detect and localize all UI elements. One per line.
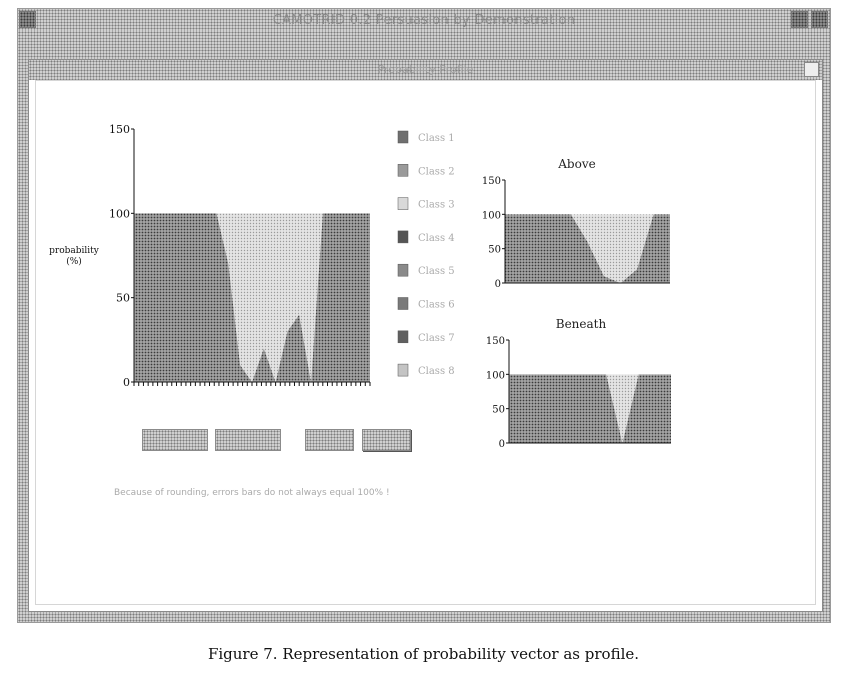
legend-swatch-3 xyxy=(398,198,408,210)
y-tick-label: 100 xyxy=(485,370,505,382)
legend-label-4: Class 4 xyxy=(418,232,455,244)
legend-swatch-6 xyxy=(398,298,408,310)
legend-swatch-8 xyxy=(398,364,408,376)
y-tick-label: 100 xyxy=(109,207,130,221)
beneath-profile-chart xyxy=(486,336,671,450)
y-tick-label: 0 xyxy=(494,279,501,290)
legend-label-3: Class 3 xyxy=(418,199,455,211)
profile-button-4[interactable] xyxy=(362,429,411,451)
beneath-chart-title: Beneath xyxy=(555,317,607,331)
subwindow-title: Probability Profile xyxy=(377,63,474,76)
legend-label-2: Class 2 xyxy=(418,166,455,178)
y-axis-unit: (%) xyxy=(66,257,82,267)
legend-label-8: Class 8 xyxy=(418,366,455,378)
y-tick-label: 100 xyxy=(481,210,501,222)
y-tick-label: 50 xyxy=(116,291,130,305)
legend-label-1: Class 1 xyxy=(418,133,455,144)
y-tick-label: 0 xyxy=(123,376,130,389)
above-chart-title: Above xyxy=(558,157,596,171)
y-tick-label: 50 xyxy=(492,404,505,416)
legend-swatch-2 xyxy=(398,164,408,176)
legend-swatch-4 xyxy=(398,231,408,243)
y-tick-label: 0 xyxy=(498,439,505,450)
main-profile-chart xyxy=(109,123,370,389)
legend-label-7: Class 7 xyxy=(418,332,455,344)
profile-button-2[interactable] xyxy=(215,429,281,451)
y-tick-label: 50 xyxy=(488,244,501,256)
figure-caption: Figure 7. Representation of probability vector as profile. xyxy=(207,645,640,663)
legend-swatch-7 xyxy=(398,331,408,343)
legend-swatch-5 xyxy=(398,264,408,276)
y-tick-label: 150 xyxy=(109,123,130,136)
profile-button-3[interactable] xyxy=(305,429,354,451)
series-area-1 xyxy=(509,374,671,443)
y-tick-label: 150 xyxy=(481,176,501,187)
window-title: CAMOTRID 0.2 Persuasion by Demonstration xyxy=(272,13,576,28)
legend-label-6: Class 6 xyxy=(418,299,455,311)
legend-swatch-1 xyxy=(398,131,408,143)
y-axis-label: probability xyxy=(49,246,99,256)
y-tick-label: 150 xyxy=(485,336,505,347)
above-profile-chart xyxy=(482,176,670,290)
rounding-note: Because of rounding, errors bars do not always equal 100% ! xyxy=(114,488,390,498)
profile-button-1[interactable] xyxy=(142,429,208,451)
class-legend xyxy=(398,131,455,377)
legend-label-5: Class 5 xyxy=(418,266,455,278)
